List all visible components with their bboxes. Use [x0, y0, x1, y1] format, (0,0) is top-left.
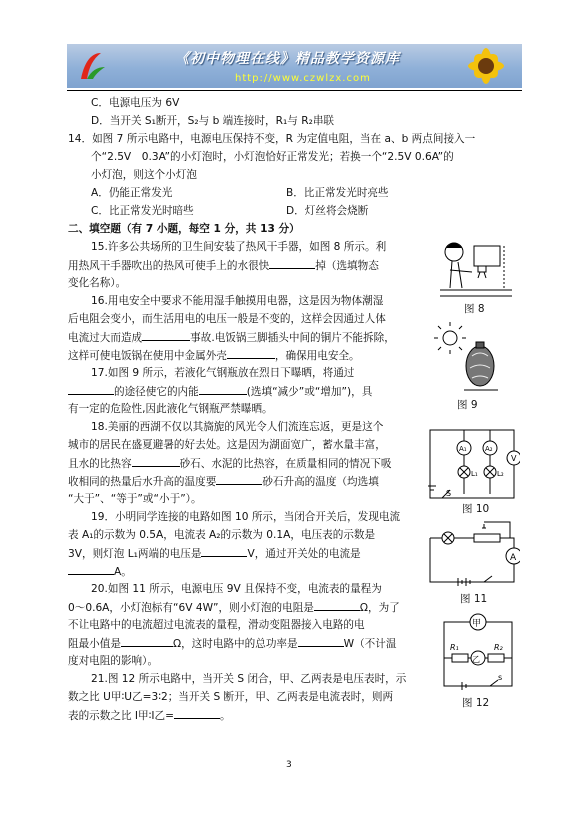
- label-s: S: [446, 489, 452, 498]
- blank[interactable]: [174, 706, 220, 719]
- q14-option-d: D．灯丝将会烧断: [286, 205, 369, 217]
- q18-line3: 且水的比热容 砂石、水泥的比热容，在质量相同的情况下吸: [68, 454, 391, 473]
- blank[interactable]: [142, 328, 190, 341]
- figure-8-caption: 图 8: [464, 303, 485, 315]
- q21-line1: 21.图 12 所示电路中，当开关 S 闭合，甲、乙两表是电压表时，示: [91, 673, 407, 685]
- label-yi: 乙: [472, 655, 480, 664]
- section-heading: 二、填空题（有 7 小题，每空 1 分，共 13 分）: [68, 223, 300, 235]
- label-l1: L₁: [471, 470, 478, 478]
- banner-url: http://www.czwlzx.com: [235, 73, 371, 84]
- label-v: V: [511, 454, 517, 463]
- q19-line2: 表 A₁的示数为 0.5A，电流表 A₂的示数为 0.1A，电压表的示数是: [68, 529, 376, 541]
- sunflower-icon: [456, 46, 516, 86]
- q16-line1: 16.用电安全中要求不能用湿手触摸用电器，这是因为物体潮湿: [91, 295, 384, 307]
- q17-line3: 有一定的危险性,因此液化气钢瓶严禁曝晒。: [68, 403, 273, 415]
- blank[interactable]: [68, 382, 114, 395]
- q20-line4: 阻最小值是 Ω，这时电路中的总功率是 W（不计温: [68, 634, 396, 653]
- q20-line5: 度对电阻的影响）。: [68, 655, 159, 667]
- q15-line3: 变化名称）。: [68, 277, 127, 289]
- label-s-small: s: [498, 673, 503, 682]
- q19-line1: 19．小明同学连接的电路如图 10 所示，当闭合开关后，发现电流: [91, 511, 401, 523]
- switch-icon: [484, 576, 492, 582]
- q18-line1: 18.美丽的西湖不仅以其旖旎的风光令人们流连忘返，更是这个: [91, 421, 384, 433]
- figure-11-circuit: [424, 518, 520, 590]
- page-number: 3: [286, 760, 292, 770]
- switch-icon: [490, 680, 498, 686]
- q20-line2: 0～0.6A，小灯泡标有“6V 4W”，则小灯泡的电阻是 Ω，为了: [68, 598, 400, 617]
- q21-line3: 表的示数之比 I甲∶I乙= 。: [68, 706, 231, 725]
- q17-line2: 的途径使它的内能 (选填“减少”或“增加”)，具: [68, 382, 372, 401]
- q19-line3: 3V，则灯泡 L₁两端的电压是 V，通过开关处的电流是: [68, 544, 361, 563]
- figure-11-caption: 图 11: [460, 593, 488, 605]
- q14-option-b: B．比正常发光时亮些: [286, 187, 389, 199]
- figure-12-circuit: [436, 612, 520, 692]
- q16-line2: 后电阻会变小，而生活用电的电压一般是不变的，这样会因通过人体: [68, 313, 386, 325]
- blank[interactable]: [269, 256, 315, 269]
- q18-line4: 收相同的热量后水升高的温度要 砂石升高的温度（均选填: [68, 472, 379, 491]
- q19-line4: A。: [68, 562, 132, 581]
- blank[interactable]: [68, 562, 114, 575]
- q14-option-c: C．比正常发光时暗些: [91, 205, 194, 217]
- q15-line2: 用热风干手器吹出的热风可使手上的水很快 掉（选填物态: [68, 256, 379, 275]
- figure-12-caption: 图 12: [462, 697, 490, 709]
- figure-9-caption: 图 9: [457, 399, 478, 411]
- label-a2: A₂: [485, 445, 493, 453]
- q15-line1: 15.许多公共场所的卫生间安装了热风干手器，如图 8 所示。利: [91, 241, 387, 253]
- figure-10-circuit: [424, 424, 520, 500]
- banner-title: 《初中物理在线》精品教学资源库: [175, 51, 400, 67]
- label-jia: 甲: [472, 619, 482, 629]
- q16-line4: 这样可使电饭锅在使用中金属外壳 ，确保用电安全。: [68, 346, 360, 365]
- site-logo-icon: [75, 49, 109, 83]
- q16-line3: 电流过大而造成 事故.电饭锅三脚插头中间的铜片不能拆除，: [68, 328, 395, 347]
- q14-line2: 个“2.5V 0.3A”的小灯泡时，小灯泡恰好正常发光；若换一个“2.5V 0.6A”的: [91, 151, 454, 163]
- figure-9-gas-cylinder: [432, 322, 508, 394]
- blank[interactable]: [132, 454, 180, 467]
- q14-option-a: A．仍能正常发光: [91, 187, 173, 199]
- blank[interactable]: [121, 634, 173, 647]
- label-a1: A₁: [459, 445, 467, 453]
- blank[interactable]: [227, 346, 275, 359]
- blank[interactable]: [201, 544, 247, 557]
- label-l2: L₂: [497, 470, 504, 478]
- resistor-r2-icon: [488, 654, 504, 662]
- q21-line2: 数之比 U甲∶U乙=3∶2；当开关 S 断开，甲、乙两表是电流表时，则两: [68, 691, 394, 703]
- q20-line1: 20.如图 11 所示，电源电压 9V 且保持不变，电流表的量程为: [91, 583, 382, 595]
- header-rule: [67, 90, 522, 91]
- q18-line5: “大于”、“等于”或“小于”）。: [68, 493, 202, 505]
- blank[interactable]: [314, 598, 360, 611]
- option-c-13: C．电源电压为 6V: [91, 97, 180, 109]
- label-r2: R₂: [494, 643, 503, 652]
- figure-8-hand-dryer: [432, 238, 520, 300]
- q17-line1: 17.如图 9 所示，若液化气钢瓶放在烈日下曝晒，将通过: [91, 367, 355, 379]
- q18-line2: 城市的居民在盛夏避暑的好去处。这是因为湖面宽广，蓄水量丰富，: [68, 439, 386, 451]
- label-a: A: [510, 553, 517, 563]
- q14-line1: 14．如图 7 所示电路中，电源电压保持不变，R 为定值电阻，当在 a、b 两点间接入一: [68, 133, 476, 145]
- option-d-13: D．当开关 S₁断开，S₂与 b 端连接时，R₁与 R₂串联: [91, 115, 335, 127]
- header-banner: [67, 44, 522, 88]
- blank[interactable]: [216, 472, 262, 485]
- q20-line3: 不让电路中的电流超过电流表的量程，滑动变阻器接入电路的电: [68, 619, 365, 631]
- figure-10-caption: 图 10: [462, 503, 490, 515]
- blank[interactable]: [199, 382, 247, 395]
- resistor-r1-icon: [452, 654, 468, 662]
- blank[interactable]: [298, 634, 344, 647]
- q14-line3: 小灯泡，则这个小灯泡: [91, 169, 197, 181]
- label-r1: R₁: [450, 643, 459, 652]
